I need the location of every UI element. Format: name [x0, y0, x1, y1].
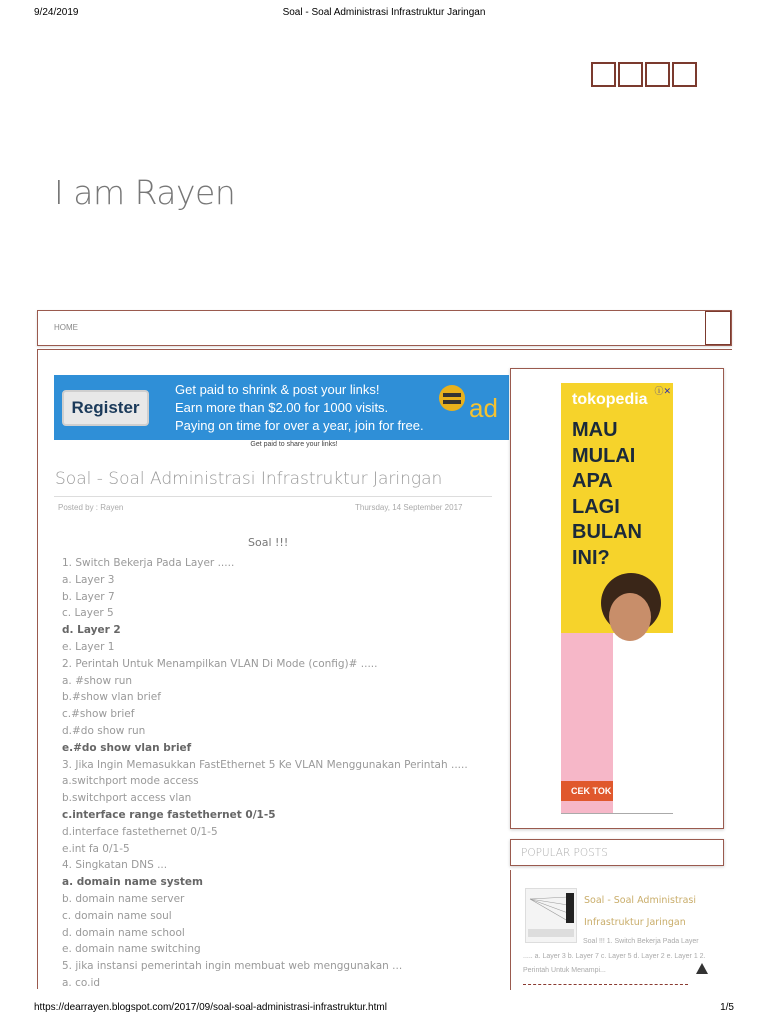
quiz-line: a.switchport mode access	[62, 775, 199, 788]
headline-word: MAU	[572, 419, 618, 441]
social-icon-4[interactable]	[672, 62, 697, 87]
quiz-line: 4. Singkatan DNS ...	[62, 859, 168, 872]
quiz-list	[62, 555, 492, 992]
quiz-line: b.#show vlan brief	[62, 691, 161, 704]
headline-word: LAGI	[572, 495, 620, 518]
quiz-line: 2. Perintah Untuk Menampilkan VLAN Di Mode (config)# .....	[62, 657, 378, 670]
popular-posts-header	[510, 839, 724, 866]
quiz-line: b. Layer 7	[62, 590, 115, 603]
quiz-line: c. domain name soul	[62, 909, 172, 922]
quiz-line: e. Layer 1	[62, 640, 115, 653]
quiz-line: 5. jika instansi pemerintah ingin membuat web menggunakan ...	[62, 960, 403, 973]
popular-posts-label: POPULAR POSTS	[521, 847, 608, 859]
popular-post-snippet: Soal !!! 1. Switch Bekerja Pada Layer ..... a. Layer 3 b. Layer 7 c. Layer 5 d. Layer 2 e. Layer 1 2. Perintah Untuk Menampi...	[523, 938, 706, 974]
quiz-line: a. Layer 3	[62, 573, 115, 586]
bee-icon	[439, 385, 465, 411]
social-icon-1[interactable]	[591, 62, 616, 87]
ad-line: Earn more than $2.00 for 1000 visits.	[175, 400, 389, 415]
ad-underline	[561, 813, 673, 814]
quiz-line: d. domain name school	[62, 926, 185, 939]
print-header	[0, 0, 768, 24]
quiz-line: b. domain name server	[62, 892, 185, 905]
print-url: https://dearrayen.blogspot.com/2017/09/soal-soal-administrasi-infrastruktur.html	[34, 1002, 387, 1013]
ad-register-button[interactable]: Register	[62, 390, 149, 426]
post-heading: Soal !!!	[248, 536, 289, 549]
quiz-line: d.#do show run	[62, 724, 146, 737]
quiz-line: c.#show brief	[62, 708, 135, 721]
headline-word: INI?	[572, 546, 610, 569]
nav-home-link[interactable]: HOME	[54, 323, 78, 332]
tokopedia-ad[interactable]	[561, 383, 673, 813]
post-title: Soal - Soal Administrasi Infrastruktur Jaringan	[55, 469, 443, 489]
ad-brand-logo: ad	[469, 393, 498, 423]
print-footer	[0, 996, 768, 1024]
scroll-top-icon[interactable]	[696, 963, 708, 974]
quiz-line: 1. Switch Bekerja Pada Layer .....	[62, 557, 235, 569]
tokopedia-logo: tokopedia	[572, 391, 648, 408]
quiz-line: a. #show run	[62, 674, 133, 687]
nav-bar	[37, 310, 732, 346]
quiz-line: d.interface fastethernet 0/1-5	[62, 825, 218, 838]
ad-image-area	[611, 633, 673, 813]
ad-banner[interactable]	[54, 375, 509, 440]
ad-line: Paying on time for over a year, join for free.	[175, 418, 424, 433]
quiz-line: e. domain name switching	[62, 943, 201, 956]
ad-model-face	[609, 593, 651, 641]
print-title: Soal - Soal Administrasi Infrastruktur Jaringan	[282, 7, 486, 18]
ad-line: Get paid to shrink & post your links!	[175, 382, 380, 397]
ad-caption[interactable]: Get paid to share your links!	[250, 441, 338, 448]
print-page-number: 1/5	[720, 1002, 734, 1013]
blog-title[interactable]: I am Rayen	[54, 173, 236, 212]
ad-text	[175, 381, 424, 435]
tokopedia-headline	[572, 418, 642, 572]
quiz-line: 3. Jika Ingin Memasukkan FastEthernet 5 Ke VLAN Menggunakan Perintah .....	[62, 758, 468, 771]
social-icons	[591, 62, 699, 87]
headline-word: MULAI	[572, 444, 636, 467]
quiz-line: a. co.id	[62, 976, 101, 989]
popular-post-divider	[523, 984, 688, 985]
post-author: Posted by : Rayen	[58, 503, 124, 512]
quiz-line: c. Layer 5	[62, 607, 114, 620]
post-date: Thursday, 14 September 2017	[355, 503, 463, 512]
print-date: 9/24/2019	[34, 7, 79, 18]
quiz-line: e.#do show vlan brief	[62, 741, 192, 754]
social-icon-2[interactable]	[618, 62, 643, 87]
quiz-line: a. domain name system	[62, 876, 203, 889]
post-divider	[54, 496, 492, 497]
quiz-line: c.interface range fastethernet 0/1-5	[62, 808, 276, 821]
tokopedia-cta-button[interactable]: CEK TOK	[561, 781, 613, 801]
quiz-line: d. Layer 2	[62, 624, 121, 637]
headline-word: APA	[572, 470, 613, 493]
headline-word: BULAN	[572, 521, 642, 544]
quiz-line: b.switchport access vlan	[62, 792, 192, 805]
popular-post-link[interactable]: Soal - Soal Administrasi Infrastruktur Jaringan	[584, 895, 697, 928]
ad-close-icon[interactable]: ⓘ✕	[654, 386, 671, 396]
quiz-line: e.int fa 0/1-5	[62, 842, 130, 855]
menu-toggle-button[interactable]	[705, 311, 731, 345]
social-icon-3[interactable]	[645, 62, 670, 87]
